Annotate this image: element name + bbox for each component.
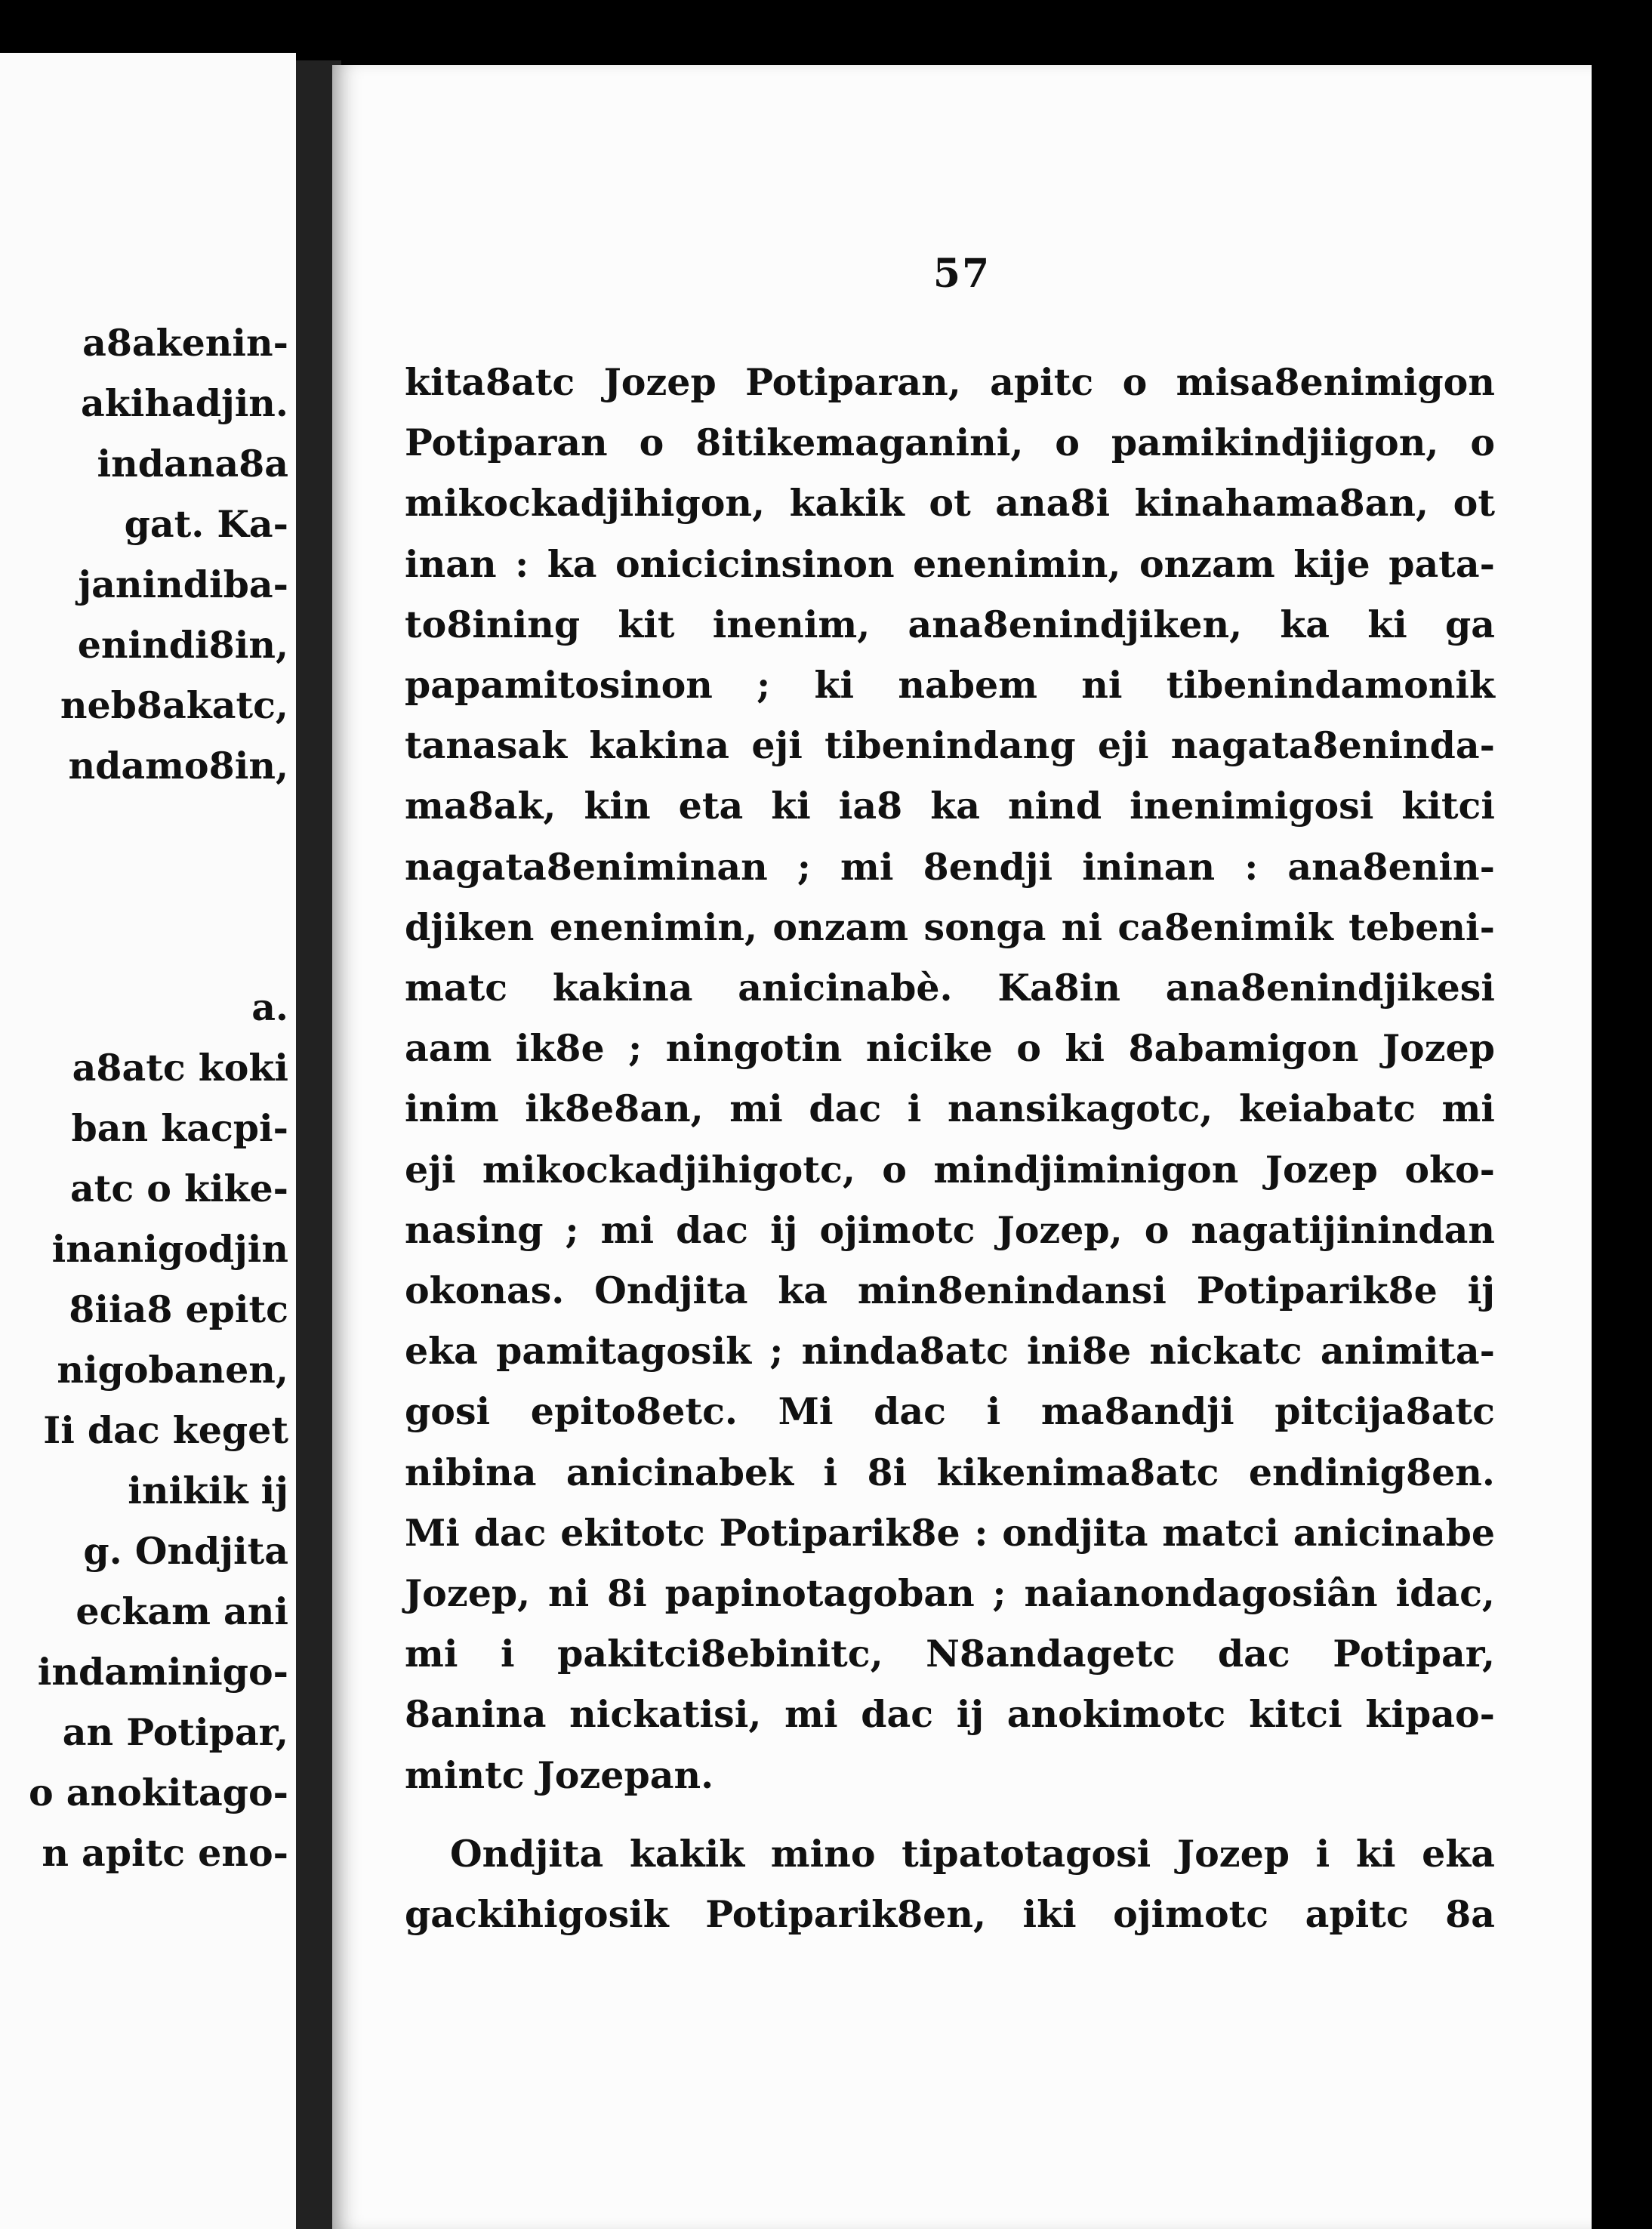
text-line: kita8atc Jozep Potiparan, apitc o misa8enimigon — [405, 360, 1495, 404]
text-line: okonas. Ondjita ka min8enindansi Potiparik8e ij — [405, 1269, 1495, 1312]
text-line: eji mikockadjihigotc, o mindjiminigon Jozep oko- — [405, 1147, 1495, 1192]
text-line: Jozep, ni 8i papinotagoban ; naianondagosiân idac, — [405, 1571, 1495, 1615]
left-page-line: eckam ani — [76, 1589, 288, 1633]
left-page-line: inanigodjin — [51, 1227, 288, 1271]
left-page-line: g. Ondjita — [83, 1529, 288, 1573]
text-line: nibina anicinabek i 8i kikenima8atc endinig8en. — [405, 1450, 1495, 1494]
text-line: tanasak kakina eji tibenindang eji nagata8eninda- — [405, 723, 1495, 768]
left-page — [0, 53, 296, 2229]
text-line: eka pamitagosik ; ninda8atc ini8e nickatc animita- — [405, 1329, 1495, 1373]
left-page-line: akihadjin. — [81, 381, 288, 425]
left-page-line: enindi8in, — [77, 623, 288, 667]
text-line: ma8ak, kin eta ki ia8 ka nind inenimigosi kitci — [405, 784, 1495, 828]
left-page-line: janindiba- — [78, 563, 288, 606]
text-line: papamitosinon ; ki nabem ni tibenindamonik — [405, 663, 1495, 707]
left-page-line: inikik ij — [128, 1469, 288, 1512]
text-line: aam ik8e ; ningotin nicike o ki 8abamigon Jozep — [405, 1026, 1495, 1071]
text-line: gackihigosik Potiparik8en, iki ojimotc apitc 8a — [405, 1892, 1495, 1936]
left-page-line: Ii dac keget — [43, 1408, 288, 1452]
left-page-line: ban kacpi- — [71, 1106, 288, 1150]
text-line: to8ining kit inenim, ana8enindjiken, ka ki ga — [405, 602, 1495, 646]
text-line: djiken enenimin, onzam songa ni ca8enimik tebeni- — [405, 905, 1495, 949]
left-page-line: nigobanen, — [57, 1348, 288, 1392]
right-margin — [1592, 65, 1652, 2229]
text-line: Mi dac ekitotc Potiparik8e : ondjita matci anicinabe — [405, 1510, 1495, 1555]
text-line: Ondjita kakik mino tipatotagosi Jozep i ki eka — [450, 1831, 1495, 1876]
text-line: inan : ka onicicinsinon enenimin, onzam kije pata- — [405, 541, 1495, 586]
left-page-line: a8atc koki — [72, 1046, 288, 1090]
left-page-line: indaminigo- — [37, 1650, 288, 1694]
left-page-line: a8akenin- — [82, 321, 288, 365]
left-page-line: a. — [251, 985, 288, 1029]
text-line: mikockadjihigon, kakik ot ana8i kinahama8an, ot — [405, 481, 1495, 526]
text-line: inim ik8e8an, mi dac i nansikagotc, keiabatc mi — [405, 1087, 1495, 1131]
text-line: nagata8eniminan ; mi 8endji ininan : ana8enin- — [405, 844, 1495, 889]
left-page-line: 8iia8 epitc — [69, 1287, 288, 1331]
left-page-line: an Potipar, — [62, 1710, 288, 1754]
text-line: nasing ; mi dac ij ojimotc Jozep, o nagatijinindan — [405, 1207, 1495, 1252]
left-page-line: ndamo8in, — [68, 744, 288, 788]
left-page-line: atc o kike- — [69, 1167, 288, 1210]
text-line: gosi epito8etc. Mi dac i ma8andji pitcija8atc — [405, 1389, 1495, 1434]
text-line: mi i pakitci8ebinitc, N8andagetc dac Potipar, — [405, 1632, 1495, 1676]
left-page-line: indana8a — [97, 442, 288, 486]
left-page-line: n apitc eno- — [42, 1831, 288, 1875]
right-page — [332, 65, 1592, 2229]
text-line: 8anina nickatisi, mi dac ij anokimotc kitci kipao- — [405, 1692, 1495, 1737]
text-line: Potiparan o 8itikemaganini, o pamikindjiigon, o — [405, 421, 1495, 465]
left-page-line: gat. Ka- — [124, 502, 288, 546]
text-line: mintc Jozepan. — [405, 1753, 714, 1797]
left-page-line: o anokitago- — [28, 1771, 288, 1814]
left-page-line: neb8akatc, — [60, 683, 288, 727]
page-number: 57 — [932, 251, 991, 297]
text-line: matc kakina anicinabè. Ka8in ana8enindjikesi — [405, 966, 1495, 1010]
